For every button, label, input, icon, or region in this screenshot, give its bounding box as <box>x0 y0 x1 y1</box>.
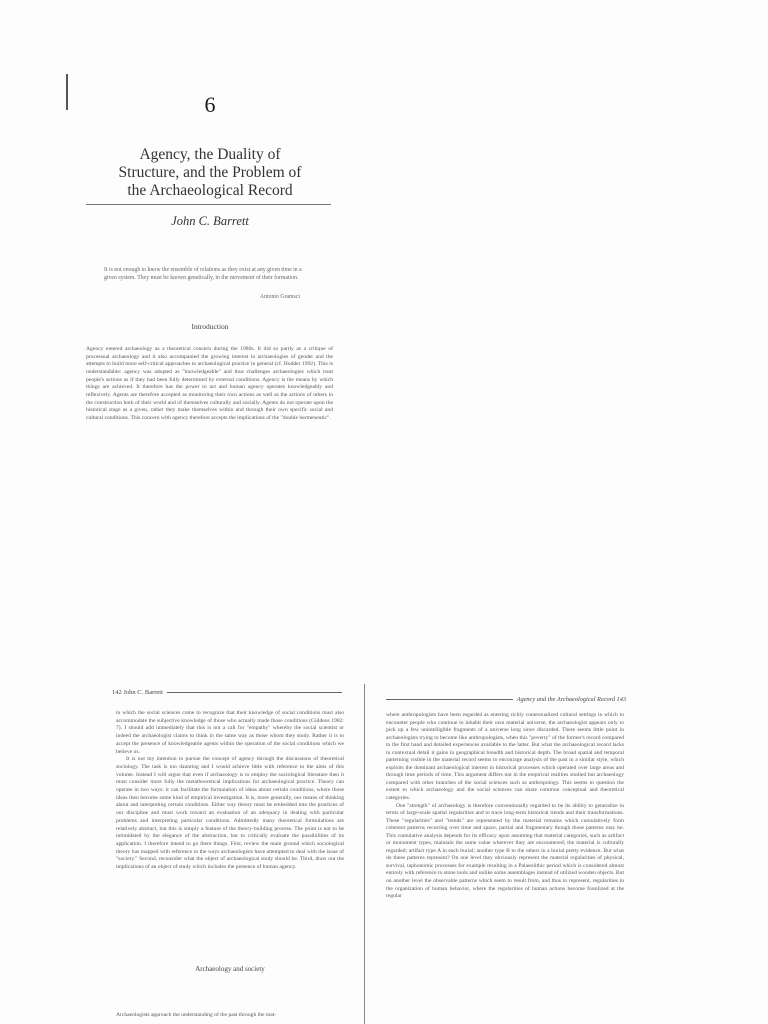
title-divider <box>86 204 331 205</box>
book-spine-line <box>364 684 365 1024</box>
binding-mark <box>66 74 68 110</box>
left-paragraph-1: in which the social sciences come to recognize that their knowledge of social conditions must also accommodate the subjective knowledge of those who actually made those conditions (Giddens 1982: 7). I should add immediately that this is not a call for "empathy" whereby the social scientist or indeed the archaeologist claims to think in the same way as those whom they study. Rather it is to accept the presence of knowledgeable agents within the operation of the social conditions which we believe us. <box>116 710 344 755</box>
chapter-title-line-1: Agency, the Duality of <box>139 146 281 163</box>
section-heading-archaeology-and-society: Archaeology and society <box>195 965 265 973</box>
chapter-title-line-3: the Archaeological Record <box>127 182 293 199</box>
epigraph-attribution: Antonio Gramsci <box>259 294 300 300</box>
right-paragraph-1: where anthropologists have been regarded as entering richly contextualized cultural settings in which to encounter people who continue to inhabit their own material universe, the archaeologist appears only to pick up a few unintelligible fragments of a universe long since discarded. There seems little point in archaeologists trying to become like anthropologists, when this "poverty" of the former's record compared to the first hand and detailed experiences available to the latter. But what the archaeological record lacks in contextual detail it gains in geographical breadth and historical depth. The broad spatial and temporal patterning visible in the material record seems to encourage analysis of the past in a similar style, which exploits the dominant archaeological interest in historical processes which operated over large areas and through time periods of time. This argument differs not in the empirical realities studied but archaeology compared with other branches of the social sciences such as anthropology. This seems to question the extent to which archaeology and the social sciences can share common conceptual and theoretical categories. <box>386 712 624 802</box>
right-running-head-text: Agency and the Archaeological Record 143 <box>516 696 626 703</box>
chapter-title-line-2: Structure, and the Problem of <box>118 164 302 181</box>
right-page-body <box>386 712 624 901</box>
left-running-head-rule <box>167 692 342 693</box>
chapter-author: John C. Barrett <box>171 214 249 228</box>
left-paragraph-2: It is not my intention to pursue the concept of agency through the discussions of theoretical sociology. The task is too daunting and I would achieve little with reference to the aims of this volume. Instead I will argue that even if archaeology is to employ the sociological literature then it must consider more fully the metatheoretical implications for archaeological practice. Theory can operate in two ways: it can facilitate the formulation of ideas about certain conditions, where those ideas then become some kind of empirical investigation. It is, more generally, our means of thinking about and interpreting certain conditions. Either way theory must be embedded into the practices of our discipline and must work toward an evaluation of an adequacy in dealing with particular problems and interpreting particular conditions. Admittedly many theoretical formulations are relatively abstract, but this is simply a feature of the theory-building process. The point is not to be intimidated by the elegance of the abstraction, but to critically evaluate the possibilities of its application. I therefore intend to go there things. First, review the main ground which sociological theory has mapped with reference to the ways archaeologists have attempted to deal with the issue of "society." Second, reconsider what the object of archaeological study should be. Third, draw out the implications of an object of study which includes the presence of human agency. <box>116 756 344 871</box>
left-page-body <box>116 710 344 872</box>
introduction-paragraph: Agency entered archaeology as a theoretical concern during the 1980s. It did so partly as a critique of processual archaeology and it also accompanied the growing interest in archaeologies of gender and the attempts to build more self-critical approaches to archaeological practice in general (cf. Hodder 1992). This is understandable: agency was adopted as "knowledgeable" and thus challenges archaeologies which treat people's actions as if they had been fully determined by external conditions. Agency is the means by which things are achieved. It therefore has the power to act and human agency operates knowledgeably and reflexively. Agents are therefore accepted as monitoring their own actions as well as the actions of others in the construction both of their world and of themselves culturally and socially. Agents do not operate upon the historical stage as a given, rather they make themselves within and through their own specific social and cultural conditions. This concern with agency therefore accepts the implications of the "double hermeneutic". <box>86 346 333 421</box>
left-running-head-text: 142 John C. Barrett <box>112 689 163 696</box>
chapter-number: 6 <box>204 92 216 117</box>
left-page-tail-line: Archaeologists approach the understanding of the past through the mat- <box>116 1012 277 1018</box>
right-paragraph-2: One "strength" of archaeology is therefore conventionally regarded to be its ability to generalize in terms of large-scale spatial regularities and to trace long-term historical trends and their transformations. These "regularities" and "trends" are represented by the material remains which cumulatively form coherent patterns recurring over time and space, partial and fragmentary though those patterns may be. This cumulative analysis depends for its efficacy upon assuming that material categories, such as artifact or monument types, maintain the same value wherever they are encountered; the material is culturally regarded; artifact type A in each burial; another type B to the others in a burial pretty evidence. But what do these patterns represent? On one level they obviously represent the material regularities of physical, survival, taphonomic processes for example resulting in a Palaeolithic period which is considered almost entirely with reference to stone tools and unlike some assemblages instead of utilized wooden objects. But on another level the observable patterns which seem to result from, and thus to represent, regularities in the organization of human behavior, where the regularities of human actions become fossilized at the regular <box>386 802 624 900</box>
epigraph-text: It is not enough to know the ensemble of relations as they exist at any given time in a given system. They must be known genetically, in the movement of their formation. <box>104 267 302 282</box>
right-running-head-rule <box>386 699 513 700</box>
section-heading-introduction: Introduction <box>191 322 229 331</box>
left-running-head <box>112 689 342 696</box>
right-running-head <box>386 696 626 703</box>
chapter-title <box>96 146 324 200</box>
